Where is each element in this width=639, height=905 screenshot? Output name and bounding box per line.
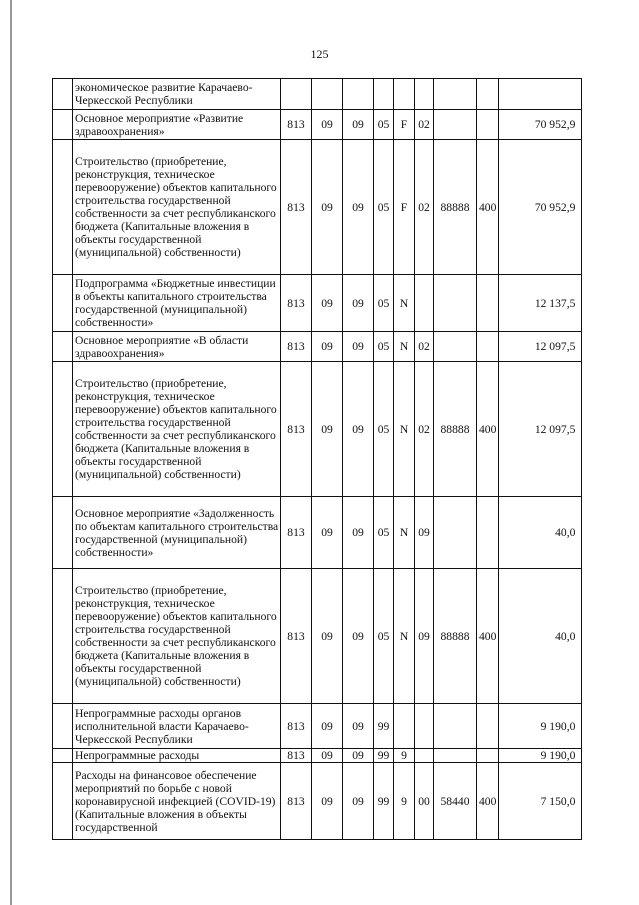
direction-code-cell (434, 332, 477, 362)
row-index-cell (53, 569, 73, 704)
item-name-cell: Строительство (приобретение, реконструкция, техническое перевооружение) объектов капитального строительства государственной собственности за счет республиканского бюджета (Капитальные вложения в объекты государственной (муниципальной) собственности) (73, 362, 281, 497)
item-name-cell: Непрограммные расходы органов исполнительной власти Карачаево-Черкесской Республики (73, 704, 281, 749)
measure-code-cell (415, 704, 434, 749)
expense-type-cell (477, 704, 499, 749)
amount-cell: 9 190,0 (499, 749, 582, 763)
table-row (53, 569, 582, 704)
expense-type-cell (477, 497, 499, 569)
measure-code-cell: 00 (415, 763, 434, 840)
page-number: 125 (310, 47, 329, 61)
row-index-cell (53, 79, 73, 110)
subprogram-code-cell: N (394, 332, 415, 362)
amount-cell (499, 79, 582, 110)
subprogram-code-cell: 9 (394, 763, 415, 840)
measure-code-cell (415, 275, 434, 332)
direction-code-cell: 88888 (434, 569, 477, 704)
section-code-cell: 09 (312, 110, 343, 140)
row-index-cell (53, 110, 73, 140)
expense-type-cell: 400 (477, 569, 499, 704)
direction-code-cell: 88888 (434, 140, 477, 275)
ministry-code-cell: 813 (281, 763, 312, 840)
program-code-cell: 05 (374, 569, 394, 704)
expense-type-cell (477, 110, 499, 140)
subprogram-code-cell: N (394, 362, 415, 497)
subprogram-code-cell: F (394, 140, 415, 275)
amount-cell: 9 190,0 (499, 704, 582, 749)
ministry-code-cell: 813 (281, 497, 312, 569)
program-code-cell: 05 (374, 362, 394, 497)
row-index-cell (53, 763, 73, 840)
direction-code-cell (434, 110, 477, 140)
table-row (53, 332, 582, 362)
section-code-cell: 09 (312, 749, 343, 763)
subsection-code-cell: 09 (343, 140, 374, 275)
subsection-code-cell: 09 (343, 497, 374, 569)
section-code-cell: 09 (312, 569, 343, 704)
row-index-cell (53, 749, 73, 763)
expense-type-cell: 400 (477, 763, 499, 840)
item-name-cell: экономическое развитие Карачаево-Черкесской Республики (73, 79, 281, 110)
ministry-code-cell: 813 (281, 749, 312, 763)
amount-cell: 12 097,5 (499, 332, 582, 362)
subsection-code-cell: 09 (343, 332, 374, 362)
section-code-cell: 09 (312, 332, 343, 362)
program-code-cell: 05 (374, 140, 394, 275)
section-code-cell: 09 (312, 362, 343, 497)
amount-cell: 12 097,5 (499, 362, 582, 497)
subsection-code-cell: 09 (343, 275, 374, 332)
expense-type-cell (477, 749, 499, 763)
item-name-cell: Подпрограмма «Бюджетные инвестиции в объекты капитального строительства государственной (муниципальной) собственности» (73, 275, 281, 332)
ministry-code-cell: 813 (281, 362, 312, 497)
row-index-cell (53, 140, 73, 275)
item-name-cell: Основное мероприятие «В области здравоохранения» (73, 332, 281, 362)
row-index-cell (53, 497, 73, 569)
direction-code-cell (434, 79, 477, 110)
ministry-code-cell (281, 79, 312, 110)
program-code-cell: 99 (374, 749, 394, 763)
direction-code-cell: 58440 (434, 763, 477, 840)
item-name-cell: Непрограммные расходы (73, 749, 281, 763)
expense-type-cell (477, 79, 499, 110)
table-row (53, 79, 582, 110)
section-code-cell: 09 (312, 497, 343, 569)
measure-code-cell: 09 (415, 569, 434, 704)
section-code-cell: 09 (312, 704, 343, 749)
section-code-cell: 09 (312, 275, 343, 332)
row-index-cell (53, 332, 73, 362)
table-row (53, 763, 582, 840)
ministry-code-cell: 813 (281, 110, 312, 140)
program-code-cell: 05 (374, 275, 394, 332)
subprogram-code-cell: N (394, 497, 415, 569)
table-row (53, 275, 582, 332)
subsection-code-cell: 09 (343, 749, 374, 763)
subsection-code-cell: 09 (343, 362, 374, 497)
expense-type-cell: 400 (477, 140, 499, 275)
subsection-code-cell: 09 (343, 569, 374, 704)
section-code-cell: 09 (312, 140, 343, 275)
subprogram-code-cell: F (394, 110, 415, 140)
amount-cell: 7 150,0 (499, 763, 582, 840)
budget-table (52, 78, 582, 840)
ministry-code-cell: 813 (281, 140, 312, 275)
amount-cell: 40,0 (499, 497, 582, 569)
row-index-cell (53, 704, 73, 749)
item-name-cell: Строительство (приобретение, реконструкция, техническое перевооружение) объектов капитального строительства государственной собственности за счет республиканского бюджета (Капитальные вложения в объекты государственной (муниципальной) собственности) (73, 569, 281, 704)
item-name-cell: Строительство (приобретение, реконструкция, техническое перевооружение) объектов капитального строительства государственной собственности за счет республиканского бюджета (Капитальные вложения в объекты государственной (муниципальной) собственности) (73, 140, 281, 275)
expense-type-cell: 400 (477, 362, 499, 497)
direction-code-cell (434, 704, 477, 749)
subprogram-code-cell (394, 79, 415, 110)
row-index-cell (53, 275, 73, 332)
ministry-code-cell: 813 (281, 569, 312, 704)
table-row (53, 110, 582, 140)
table-row (53, 704, 582, 749)
amount-cell: 12 137,5 (499, 275, 582, 332)
measure-code-cell: 02 (415, 332, 434, 362)
measure-code-cell (415, 79, 434, 110)
program-code-cell (374, 79, 394, 110)
direction-code-cell (434, 497, 477, 569)
program-code-cell: 05 (374, 332, 394, 362)
table-row (53, 749, 582, 763)
section-code-cell (312, 79, 343, 110)
amount-cell: 70 952,9 (499, 140, 582, 275)
measure-code-cell: 02 (415, 140, 434, 275)
subprogram-code-cell: N (394, 275, 415, 332)
expense-type-cell (477, 332, 499, 362)
ministry-code-cell: 813 (281, 275, 312, 332)
item-name-cell: Основное мероприятие «Развитие здравоохранения» (73, 110, 281, 140)
program-code-cell: 99 (374, 704, 394, 749)
row-index-cell (53, 362, 73, 497)
measure-code-cell: 02 (415, 110, 434, 140)
direction-code-cell: 88888 (434, 362, 477, 497)
program-code-cell: 05 (374, 497, 394, 569)
subsection-code-cell: 09 (343, 704, 374, 749)
subsection-code-cell: 09 (343, 763, 374, 840)
expense-type-cell (477, 275, 499, 332)
subprogram-code-cell: N (394, 569, 415, 704)
table-row (53, 497, 582, 569)
measure-code-cell: 02 (415, 362, 434, 497)
program-code-cell: 05 (374, 110, 394, 140)
amount-cell: 70 952,9 (499, 110, 582, 140)
item-name-cell: Расходы на финансовое обеспечение мероприятий по борьбе с новой коронавирусной инфекцией (COVID-19) (Капитальные вложения в объекты государственной (73, 763, 281, 840)
direction-code-cell (434, 275, 477, 332)
subprogram-code-cell (394, 704, 415, 749)
measure-code-cell: 09 (415, 497, 434, 569)
subsection-code-cell: 09 (343, 110, 374, 140)
table-row (53, 362, 582, 497)
section-code-cell: 09 (312, 763, 343, 840)
subprogram-code-cell: 9 (394, 749, 415, 763)
item-name-cell: Основное мероприятие «Задолженность по объектам капитального строительства государственной (муниципальной) собственности» (73, 497, 281, 569)
ministry-code-cell: 813 (281, 704, 312, 749)
measure-code-cell (415, 749, 434, 763)
scan-edge-line (10, 0, 12, 905)
program-code-cell: 99 (374, 763, 394, 840)
ministry-code-cell: 813 (281, 332, 312, 362)
amount-cell: 40,0 (499, 569, 582, 704)
direction-code-cell (434, 749, 477, 763)
table-row (53, 140, 582, 275)
subsection-code-cell (343, 79, 374, 110)
